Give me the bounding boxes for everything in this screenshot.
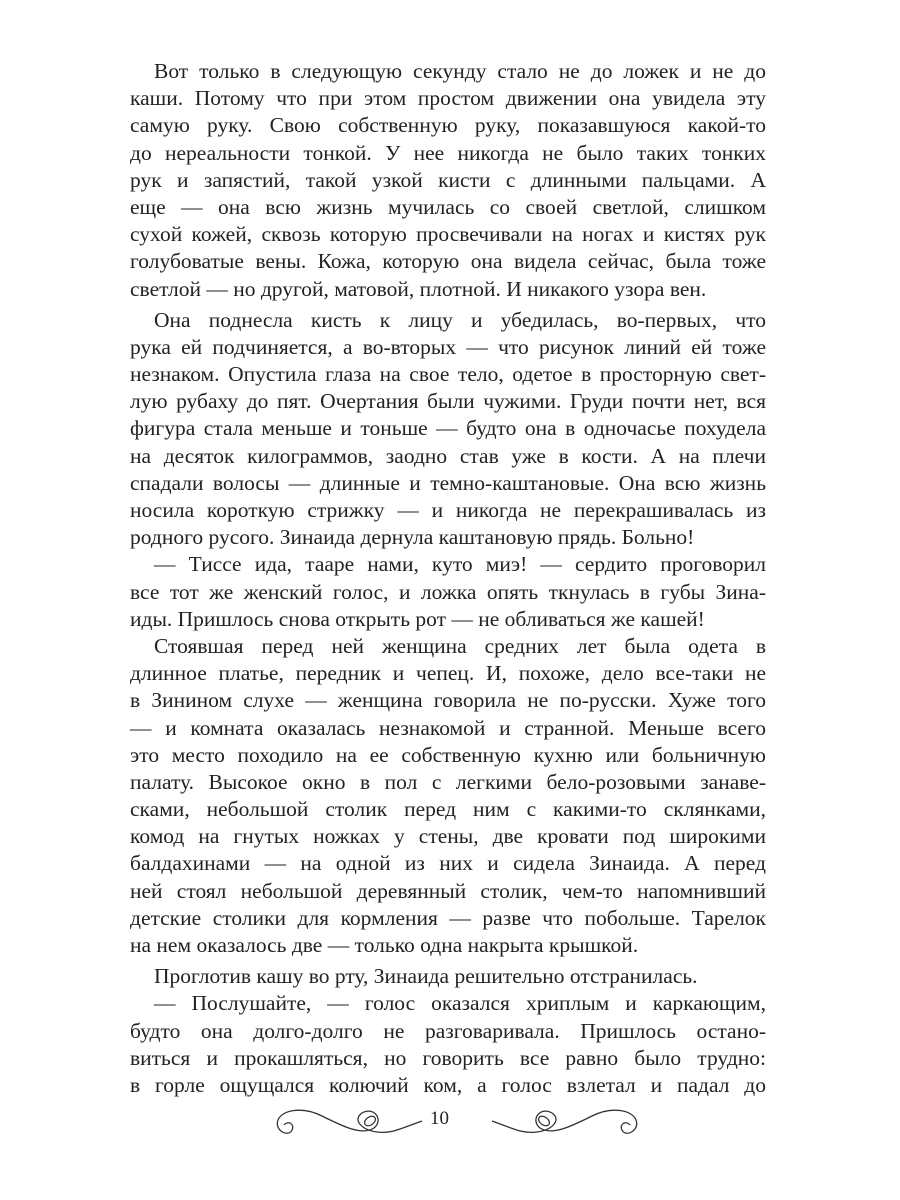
text-line: Вот только в следующую секунду стало не до ложек и не до	[154, 59, 766, 83]
text-line: самую руку. Свою собственную руку, показавшуюся какой-то	[130, 113, 766, 138]
text-line: рука ей подчиняется, а во-вторых — что рисунок линий ей тоже	[130, 334, 766, 359]
text-line: носила короткую стрижку — и никогда не перекрашивалась из	[130, 498, 766, 522]
text-line: в горле ощущался колючий ком, а голос взлетал и падал до	[130, 1072, 766, 1097]
text-line: детские столики для кормления — разве что побольше. Тарелок	[130, 905, 766, 930]
text-line: каши. Потому что при этом простом движении она увидела эту	[130, 86, 766, 111]
text-line: длинное платье, передник и чепец. И, похоже, дело все-таки не	[130, 661, 766, 686]
text-line: будто она долго-долго не разговаривала. Пришлось остано-	[130, 1018, 766, 1043]
paragraph	[130, 551, 766, 633]
text-line: сками, небольшой столик перед ним с какими-то склянками,	[130, 797, 766, 822]
left-flourish-ornament-icon	[262, 1108, 432, 1148]
text-line: Проглотив кашу во рту, Зинаида решительно отстранилась.	[154, 964, 698, 989]
text-line: иды. Пришлось снова открыть рот — не обливаться же кашей!	[130, 606, 705, 631]
text-line: все тот же женский голос, и ложка опять ткнулась в губы Зина-	[130, 579, 766, 604]
text-line: — Послушайте, — голос оказался хриплым и каркающим,	[154, 991, 766, 1016]
text-line: комод на гнутых ножках у стены, две кровати под широкими	[130, 824, 766, 849]
text-line: сухой кожей, сквозь которую просвечивали на ногах и кистях рук	[130, 222, 766, 247]
text-line: на нем оказалось две — только одна накрыта крышкой.	[130, 933, 639, 957]
text-line: — и комната оказалась незнакомой и странной. Меньше всего	[130, 715, 766, 740]
text-line: до нереальности тонкой. У нее никогда не было таких тонких	[130, 140, 766, 165]
text-line: Стоявшая перед ней женщина средних лет была одета в	[154, 633, 766, 658]
text-line: голубоватые вены. Кожа, которую она видела сейчас, была тоже	[130, 249, 766, 274]
paragraph	[130, 307, 766, 552]
right-flourish-ornament-icon	[482, 1108, 652, 1148]
text-line: ней стоял небольшой деревянный столик, чем-то напомнивший	[130, 878, 766, 903]
text-line: светлой — но другой, матовой, плотной. И никакого узора вен.	[130, 276, 707, 301]
text-line: родного русого. Зинаида дернула каштановую прядь. Больно!	[130, 525, 695, 550]
paragraph	[130, 990, 766, 1099]
text-line: палату. Высокое окно в пол с легкими бело-розовыми занаве-	[130, 769, 766, 794]
text-line: на десяток килограммов, заодно став уже в кости. А на плечи	[130, 443, 766, 468]
text-line: в Зинином слухе — женщина говорила не по-русски. Хуже того	[130, 688, 766, 713]
text-line: спадали волосы — длинные и темно-каштановые. Она всю жизнь	[130, 470, 766, 495]
text-line: лую рубаху до пят. Очертания были чужими. Груди почти нет, вся	[130, 389, 766, 414]
text-line: фигура стала меньше и тоньше — будто она в одночасье похудела	[130, 416, 766, 441]
paragraph	[130, 633, 766, 959]
page-body-text	[130, 58, 766, 1099]
page-footer	[0, 1100, 900, 1160]
text-line: балдахинами — на одной из них и сидела Зинаида. А перед	[130, 851, 766, 876]
text-line: — Тиссе ида, тааре нами, куто миэ! — сердито проговорил	[154, 552, 766, 577]
text-line: виться и прокашляться, но говорить все равно было трудно:	[130, 1045, 766, 1070]
paragraph	[130, 963, 766, 990]
paragraph	[130, 58, 766, 303]
text-line: незнаком. Опустила глаза на свое тело, одетое в просторную свет-	[130, 362, 766, 387]
text-line: рук и запястий, такой узкой кисти с длинными пальцами. А	[130, 167, 766, 192]
text-line: это место походило на ее собственную кухню или больничную	[130, 742, 766, 767]
text-line: еще — она всю жизнь мучилась со своей светлой, слишком	[130, 194, 766, 219]
page-number: 10	[430, 1108, 449, 1129]
text-line: Она поднесла кисть к лицу и убедилась, во-первых, что	[154, 307, 766, 332]
